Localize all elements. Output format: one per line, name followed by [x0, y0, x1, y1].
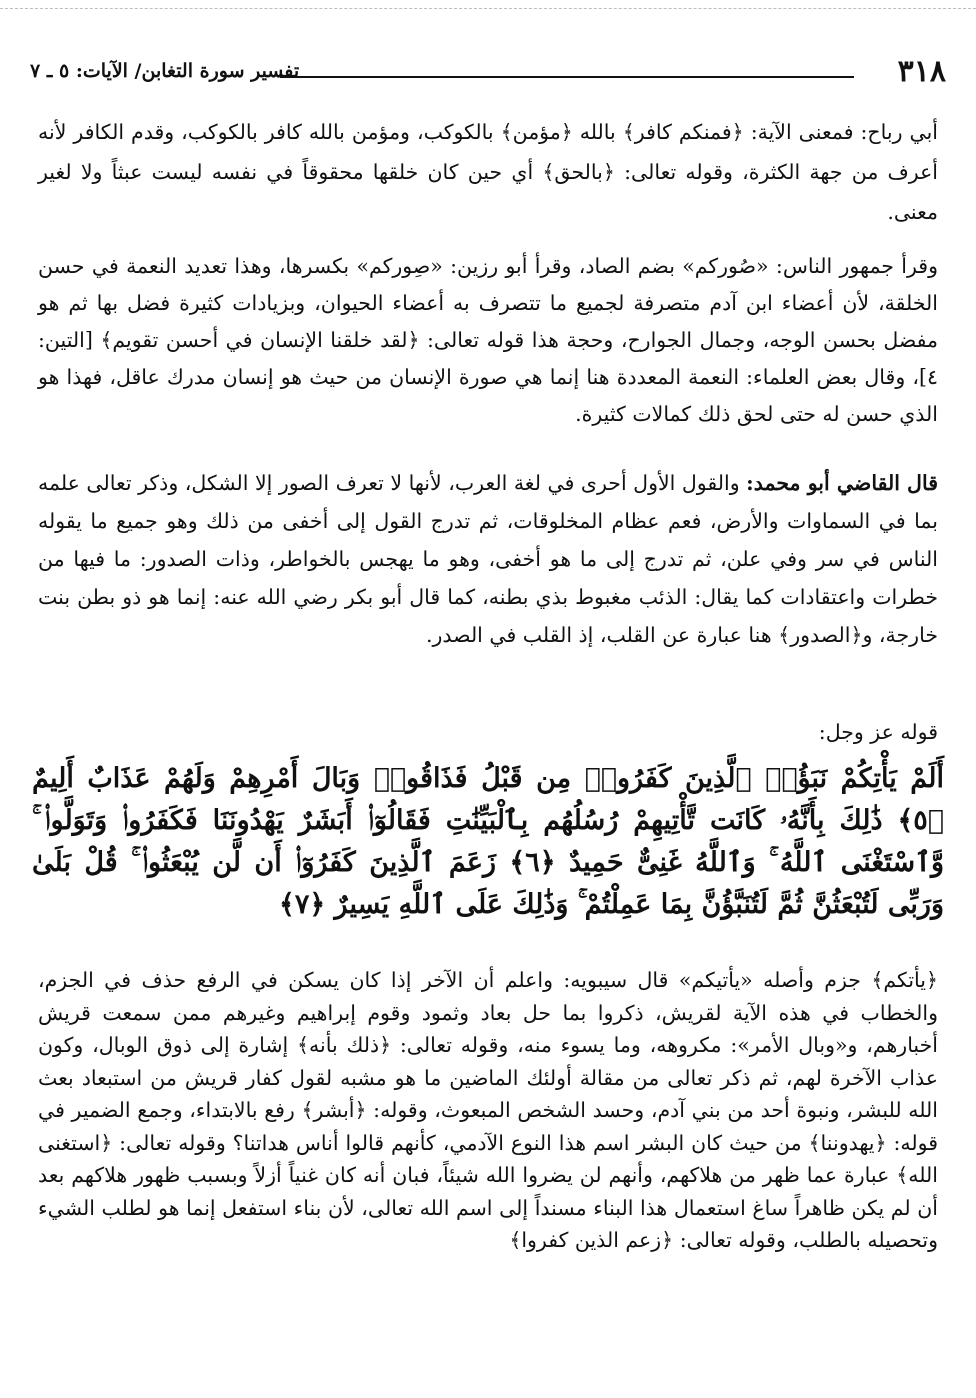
- paragraph-3-text: والقول الأول أحرى في لغة العرب، لأنها لا تعرف الصور إلا الشكل، وذكر تعالى علمه بما في السماوات والأرض، فعم عظام المخلوقات، ثم تدرج القول إلى أخفى من ذلك وهو جميع ما يقوله الناس في سر وفي علن، ثم تدرج إلى ما هو أخفى، وهو ما يهجس بالخواطر، وذات الصدور: ما فيها من خطرات واعتقادات كما يقال: الذئب مغبوط بذي بطنه، كما قال أبو بكر رضي الله عنه: إنما هو ذو بطن بنت خارجة، و﴿الصدور﴾ هنا عبارة عن القلب، إذ القلب في الصدر.: [38, 471, 938, 647]
- running-title: تفسير سورة التغابن/ الآيات: ٥ ـ ٧: [30, 60, 300, 82]
- scan-edge-line: [0, 8, 976, 9]
- paragraph-2: [38, 248, 938, 433]
- paragraph-5-text: ﴿يأتكم﴾ جزم وأصله «يأتيكم» قال سيبويه: واعلم أن الآخر إذا كان يسكن في الرفع حذف في الجزم، والخطاب في هذه الآية لقريش، ذكروا بما حل بعاد وثمود وقوم إبراهيم وغيرهم ممن سمعت قريش أخبارهم، و«وبال الأمر»: مكروهه، وما يسوء منه، وقوله تعالى: ﴿ذلك بأنه﴾ إشارة إلى ذوق الوبال، وكون عذاب الآخرة لهم، ثم ذكر تعالى من مقالة أولئك الماضين ما هو مشبه لقول كفار قريش من استبعاد بعث الله للبشر، ونبوة أحد من بني آدم، وحسد الشخص المبعوث، وقوله: ﴿أبشر﴾ رفع بالابتداء، وجمع الضمير في قوله: ﴿يهدوننا﴾ من حيث كان البشر اسم هذا النوع الآدمي، كأنهم قالوا أناس هداتنا؟ وقوله تعالى: ﴿استغنى الله﴾ عبارة عما ظهر من هلاكهم، وأنهم لن يضروا الله شيئاً، فبان أنه كان غنياً أزلاً وبسبب ظهور هلاكهم بعد أن لم يكن ظاهراً ساغ استعمال هذا البناء مسنداً إلى اسم الله تعالى، لأن بناء استفعل إنما هو لطلب الشيء وتحصيله بالطلب، وقوله تعالى: ﴿زعم الذين كفروا﴾: [38, 968, 938, 1252]
- header-rule: [280, 76, 854, 78]
- paragraph-1: [38, 112, 938, 232]
- paragraph-3-body: [38, 464, 938, 654]
- quran-verses-text: أَلَمْ يَأْتِكُمْ نَبَؤُا۟ ٱلَّذِينَ كَفَرُوا۟ مِن قَبْلُ فَذَاقُوا۟ وَبَالَ أَمْرِهِمْ وَلَهُمْ عَذَابٌ أَلِيمٌ ﴿٥﴾ ذَٰلِكَ بِأَنَّهُۥ كَانَت تَّأْتِيهِمْ رُسُلُهُم بِٱلْبَيِّنَٰتِ فَقَالُوٓا۟ أَبَشَرٌ يَهْدُونَنَا فَكَفَرُوا۟ وَتَوَلَّوا۟ ۚ وَّٱسْتَغْنَى ٱللَّهُ ۚ وَٱللَّهُ غَنِىٌّ حَمِيدٌ ﴿٦﴾ زَعَمَ ٱلَّذِينَ كَفَرُوٓا۟ أَن لَّن يُبْعَثُوا۟ ۚ قُلْ بَلَىٰ وَرَبِّى لَتُبْعَثُنَّ ثُمَّ لَتُنَبَّؤُنَّ بِمَا عَمِلْتُمْ ۚ وَذَٰلِكَ عَلَى ٱللَّهِ يَسِيرٌ ﴿٧﴾: [32, 763, 944, 920]
- paragraph-3: [38, 464, 938, 654]
- paragraph-4-text: قوله عز وجل:: [818, 720, 938, 744]
- quran-verses: [32, 758, 944, 930]
- paragraph-4: [38, 716, 938, 748]
- page-number: ٣١٨: [897, 54, 946, 89]
- paragraph-2-text: وقرأ جمهور الناس: «صُورکم» بضم الصاد، وقرأ أبو رزين: «صِورکم» بكسرها، وهذا تعديد النعمة في حسن الخلقة، لأن أعضاء ابن آدم متصرفة لجميع ما تتصرف به أعضاء الحيوان، وبزيادات كثيرة فضل بها ثم هو مفضل بحسن الوجه، وجمال الجوارح، وحجة هذا قوله تعالى: ﴿لقد خلقنا الإنسان في أحسن تقويم﴾ [التين: ٤]، وقال بعض العلماء: النعمة المعددة هنا إنما هي صورة الإنسان من حيث هو إنسان مدرك عاقل، فهذا هو الذي حسن له حتى لحق ذلك كمالات كثيرة.: [38, 254, 938, 426]
- paragraph-3-lead: قال القاضي أبو محمد:: [746, 471, 938, 495]
- paragraph-5: [38, 964, 938, 1257]
- page-header: [30, 52, 946, 92]
- paragraph-1-text: أبي رباح: فمعنى الآية: ﴿فمنكم كافر﴾ بالله ﴿مؤمن﴾ بالكوكب، ومؤمن بالله كافر بالكوكب، وقدم الكافر لأنه أعرف من جهة الكثرة، وقوله تعالى: ﴿بالحق﴾ أي حين كان خلقها محقوقاً في نفسه ليست عبثاً ولا لغير معنى.: [38, 120, 938, 224]
